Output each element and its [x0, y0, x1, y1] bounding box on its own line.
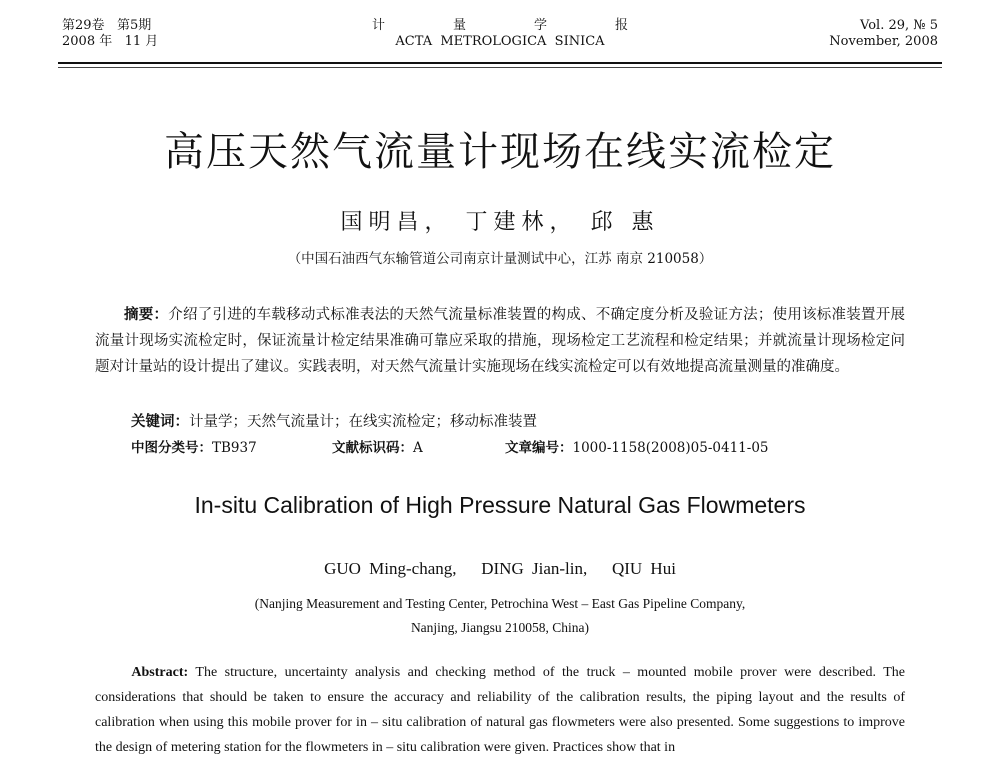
- article-no-value: 1000-1158(2008)05-0411-05: [572, 440, 769, 456]
- doc-code-field: [332, 436, 423, 456]
- authors-en: GUO Ming-chang, DING Jian-lin, QIU Hui: [324, 559, 676, 578]
- journal-char: 计: [371, 18, 385, 33]
- journal-char: 学: [534, 18, 548, 33]
- abstract-en-label: Abstract:: [131, 665, 189, 680]
- header-rule-thin: [58, 67, 942, 68]
- clc-field: [131, 440, 257, 456]
- abstract-cn-text: 介绍了引进的车载移动式标准表法的天然气流量标准装置的构成、不确定度分析及验证方法；使用该标准装置开展流量计现场实流检定时，保证流量计检定结果准确可靠应采取的措施，现场检定工艺流程和检定结果；并就流量计现场检定问题对计量站的设计提出了建议。实践表明，对天然气流量计实施现场在线实流检定可以有效地提高流量测量的准确度。: [95, 307, 906, 375]
- journal-name-en: ACTA METROLOGICA SINICA: [395, 34, 605, 49]
- header-rule: [58, 62, 942, 64]
- article-no-label: 文章编号：: [505, 440, 573, 456]
- abstract-en: [95, 660, 905, 760]
- journal-volume-info-en: [829, 18, 938, 50]
- clc-label: 中图分类号：: [131, 440, 212, 456]
- keywords: [131, 410, 537, 431]
- journal-char: 量: [452, 18, 466, 33]
- year-cn: 2008 年: [62, 34, 113, 49]
- keywords-text: 计量学；天然气流量计；在线实流检定；移动标准装置: [189, 414, 537, 430]
- doc-code-label: 文献标识码：: [332, 440, 413, 456]
- classification-line: [131, 436, 891, 456]
- affiliation-cn: （中国石油西气东输管道公司南京计量测试中心，江苏 南京 210058）: [287, 251, 713, 267]
- issue-cn: 第5期: [116, 18, 152, 33]
- abstract-cn-label: 摘要：: [124, 306, 169, 323]
- article-title-en: In-situ Calibration of High Pressure Natural Gas Flowmeters: [194, 492, 806, 518]
- journal-char: 报: [615, 18, 629, 33]
- article-title-cn: 高压天然气流量计现场在线实流检定: [164, 129, 836, 175]
- keywords-label: 关键词：: [131, 413, 189, 430]
- date-en: November, 2008: [829, 34, 938, 49]
- doc-code-value: A: [413, 440, 423, 456]
- affiliation-en-line2: Nanjing, Jiangsu 210058, China): [410, 620, 590, 635]
- vol-en: Vol. 29, № 5: [860, 18, 938, 33]
- affiliation-en-line1: (Nanjing Measurement and Testing Center, Petrochina West – East Gas Pipeline Company,: [254, 596, 746, 611]
- authors-cn: 国明昌， 丁建林， 邱 惠: [340, 210, 660, 235]
- abstract-cn: [95, 302, 905, 380]
- month-cn: 11 月: [124, 34, 159, 49]
- clc-value: TB937: [212, 440, 257, 456]
- article-no-field: [505, 436, 769, 456]
- affiliation-en: [0, 592, 1000, 640]
- abstract-en-text: The structure, uncertainty analysis and checking method of the truck – mounted mobile prover were described. The considerations that should be taken to ensure the accuracy and reliability of the calibration results, the piping layout and the results of calibration when using this mobile prover for in – situ calibration of natural gas flowmeters were also presented. Some suggestions to improve the design of metering station for the flowmeters in – situ calibration were given. Practices show that in: [95, 665, 905, 755]
- volume-cn: 第29卷: [62, 18, 105, 33]
